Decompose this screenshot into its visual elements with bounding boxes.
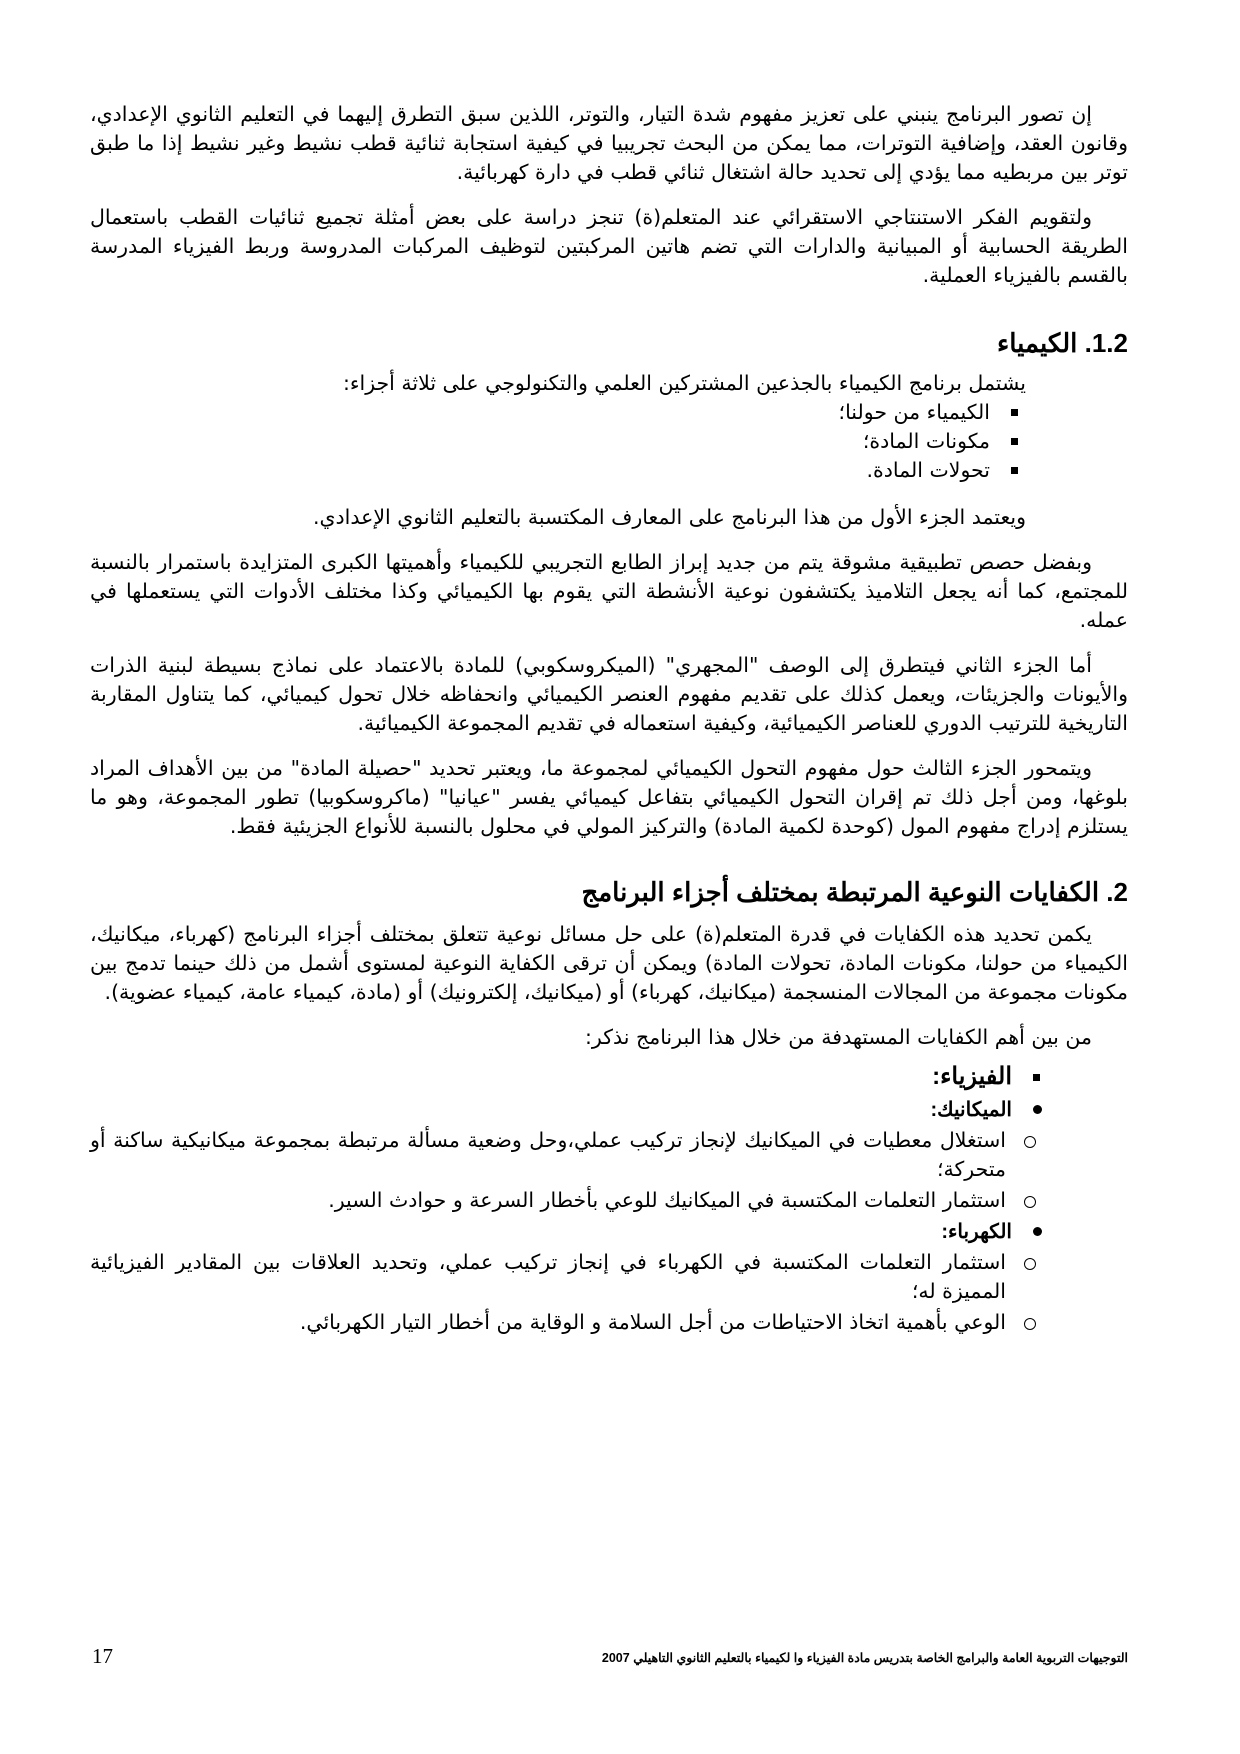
competencies-paragraph: يكمن تحديد هذه الكفايات في قدرة المتعلم(ة) على حل مسائل نوعية تتعلق بمختلف أجزاء البرنامج (كهرباء، ميكانيك، الكيمياء من حولنا، مكونات المادة، تحولات المادة) ويمكن أن ترقى الكفاية النوعية لمستوى أشمل من ذلك حينما تدمج بين مكونات مجموعة من المجالات المنسجمة (ميكانيك، كهرباء) أو (ميكانيك، إلكترونيك) أو (مادة، كيمياء عامة، كيمياء عضوية). [90,922,1128,1004]
chemistry-paragraph-1: وبفضل حصص تطبيقية مشوقة يتم من جديد إبراز الطابع التجريبي للكيمياء وأهميتها الكبرى المتزايدة باستمرار بالنسبة للمجتمع، كما أنه يجعل التلاميذ يكتشفون نوعية الأنشطة التي يقوم بها الكيميائي وكذا مختلف الأدوات التي يستعملها في عمله. [90,550,1128,632]
circle-bullet-icon [1024,1196,1036,1208]
square-bullet-icon [1033,1074,1040,1081]
mechanics-items [90,1126,1048,1215]
physics-list-block [90,1062,1048,1091]
chemistry-parts-list [90,398,1026,485]
list-item: استثمار التعلمات المكتسبة في الكهرباء في إنجاز تركيب عملي، وتحديد العلاقات بين المقادير الفيزيائية المميزة له؛ [90,1248,1048,1306]
chemistry-paragraph-3: ويتمحور الجزء الثالث حول مفهوم التحول الكيميائي لمجموعة ما، ويعتبر تحديد "حصيلة المادة" من بين الأهداف المراد بلوغها، ومن أجل ذلك تم إقران التحول الكيميائي بتفاعل كيميائي يفسر "عيانيا" (ماكروسكوبيا) تطور المجموعة، وهو ما يستلزم إدراج مفهوم المول (كوحدة لكمية المادة) والتركيز المولي في محلول بالنسبة للأنواع الجزيئية فقط. [90,756,1128,838]
list-item: مكونات المادة؛ [90,427,1026,456]
page-content [90,100,1128,1339]
round-bullet-icon [1033,1105,1042,1114]
chemistry-intro-block [90,369,1026,532]
page-number: 17 [92,1644,113,1668]
square-bullet-icon [1011,467,1018,474]
mechanics-heading: الميكانيك: [90,1097,1048,1122]
chemistry-intro: يشتمل برنامج الكيمياء بالجذعين المشتركين العلمي والتكنولوجي على ثلاثة أجزاء: [342,371,1026,395]
physics-heading: الفيزياء: [90,1062,1048,1091]
round-bullet-icon [1033,1227,1042,1236]
list-item: استثمار التعلمات المكتسبة في الميكانيك للوعي بأخطار السرعة و حوادث السير. [90,1186,1048,1215]
circle-bullet-icon [1024,1136,1036,1148]
circle-bullet-icon [1024,1318,1036,1330]
list-item: الكيمياء من حولنا؛ [90,398,1026,427]
section-title-chemistry: 1.2. الكيمياء [997,328,1128,358]
section-title-competencies: 2. الكفايات النوعية المرتبطة بمختلف أجزاء البرنامج [581,877,1128,907]
competencies-lead: من بين أهم الكفايات المستهدفة من خلال هذا البرنامج نذكر: [585,1025,1092,1049]
list-item: استغلال معطيات في الميكانيك لإنجاز تركيب عملي،وحل وضعية مسألة مرتبطة بمجموعة ميكانيكية ساكنة أو متحركة؛ [90,1126,1048,1184]
mechanics-block [90,1097,1048,1122]
electricity-items [90,1248,1048,1337]
intro-paragraph-2: ولتقويم الفكر الاستنتاجي الاستقرائي عند المتعلم(ة) تنجز دراسة على بعض أمثلة تجميع ثنائيات القطب باستعمال الطريقة الحسابية أو المبيانية والدارات التي تضم هاتين المركبتين لتوظيف المركبات المدروسة وربط الفيزياء المدرسة بالقسم بالفيزياء العملية. [90,205,1128,287]
chemistry-paragraph-2: أما الجزء الثاني فيتطرق إلى الوصف "المجهري" (الميكروسكوبي) للمادة بالاعتماد على نماذج بسيطة لبنية الذرات والأيونات والجزيئات، ويعمل كذلك على تقديم مفهوم العنصر الكيميائي وانحفاظه خلال تحول كيميائي، كما يتناول المقاربة التاريخية للترتيب الدوري للعناصر الكيميائية، وكيفية استعماله في تقديم المجموعة الكيميائية. [90,653,1128,735]
square-bullet-icon [1011,438,1018,445]
page-footer [90,1644,1128,1674]
list-item: الوعي بأهمية اتخاذ الاحتياطات من أجل السلامة و الوقاية من أخطار التيار الكهربائي. [90,1308,1048,1337]
chemistry-first-part: ويعتمد الجزء الأول من هذا البرنامج على المعارف المكتسبة بالتعليم الثانوي الإعدادي. [312,505,1026,529]
intro-paragraph-1: إن تصور البرنامج ينبني على تعزيز مفهوم شدة التيار، والتوتر، اللذين سبق التطرق إليهما في التعليم الثانوي الإعدادي، وقانون العقد، وإضافية التوترات، مما يمكن من البحث تجريبيا في كيفية استجابة ثنائية قطب نشيط وغير نشيط إذا ما طبق توتر بين مربطيه مما يؤدي إلى تحديد حالة اشتغال ثنائي قطب في دارة كهربائية. [90,102,1128,184]
electricity-heading: الكهرباء: [90,1219,1048,1244]
list-item: تحولات المادة. [90,456,1026,485]
electricity-block [90,1219,1048,1244]
circle-bullet-icon [1024,1258,1036,1270]
footer-text: التوجيهات التربوية العامة والبرامج الخاصة بتدريس مادة الفيزياء وا لكيمياء بالتعليم الثانوي التاهيلي 2007 [601,1651,1128,1665]
square-bullet-icon [1011,409,1018,416]
